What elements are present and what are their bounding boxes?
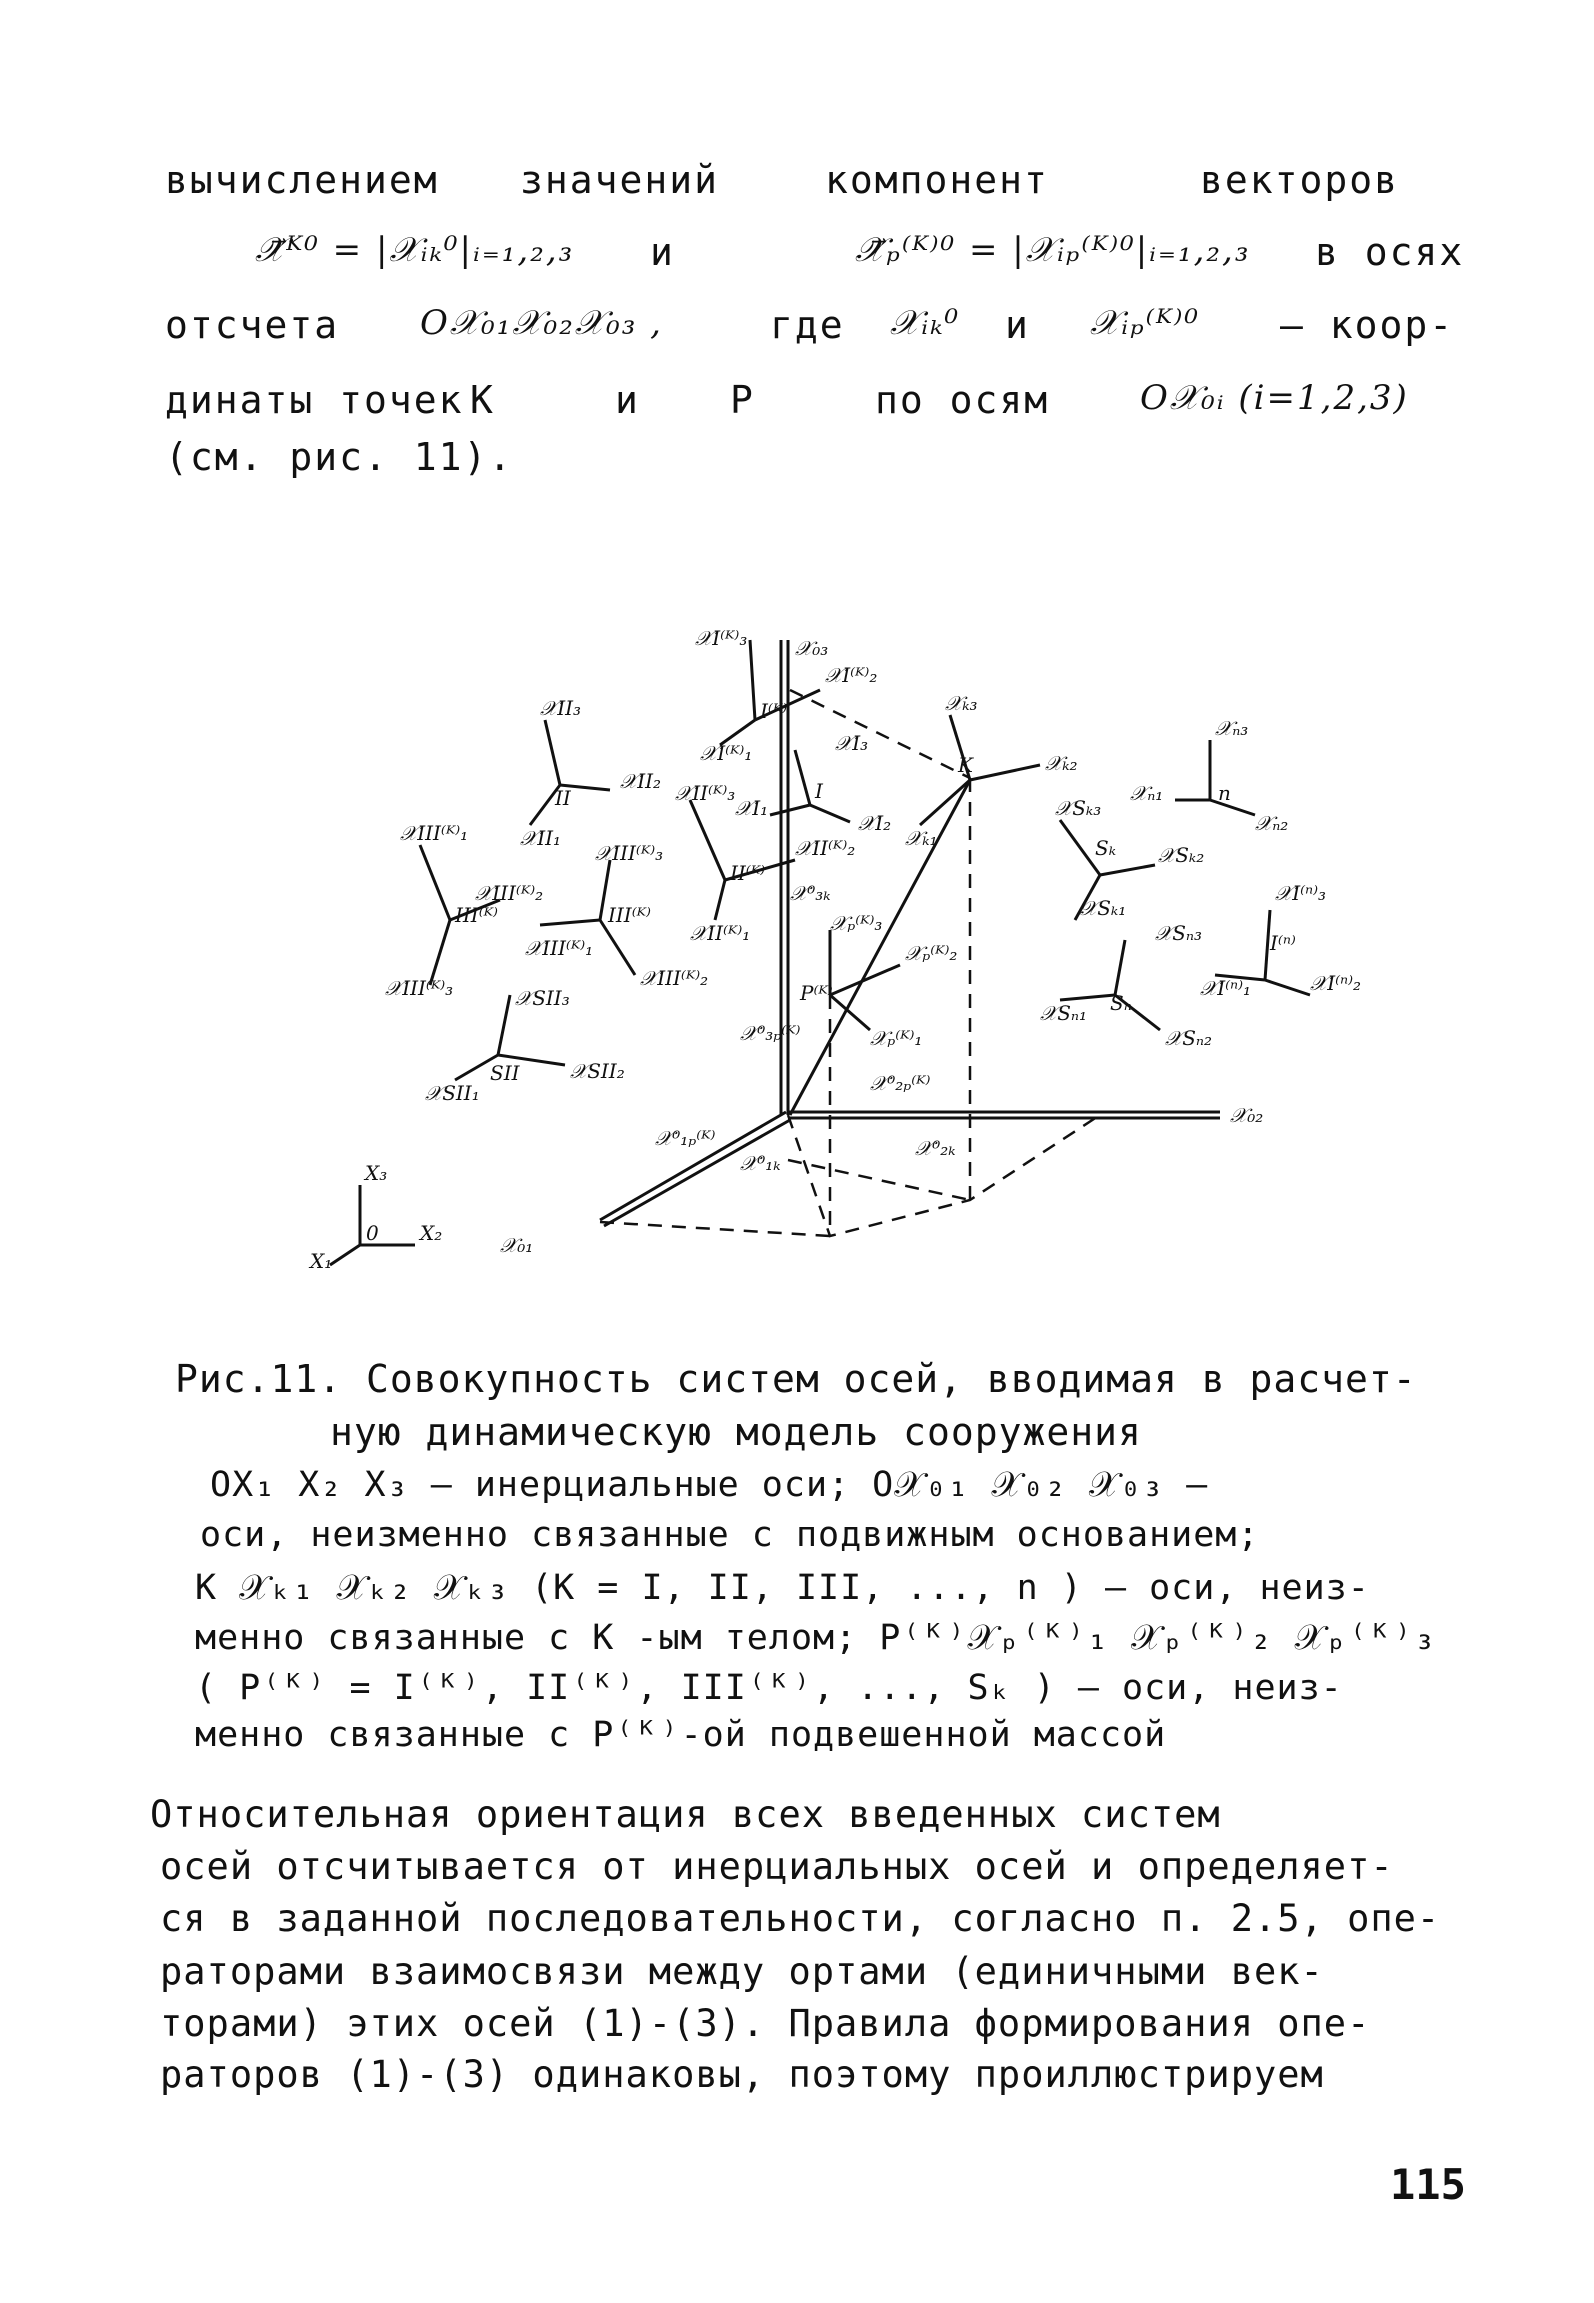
formula-xik: 𝒳ᵢₖ⁰ xyxy=(890,303,961,343)
label-xIIIk1: 𝒳III⁽ᴷ⁾₁ xyxy=(400,821,469,845)
label-xSk2: 𝒳Sₖ₂ xyxy=(1158,843,1205,867)
label-xSk3: 𝒳Sₖ₃ xyxy=(1055,796,1102,820)
label-xn1: 𝒳ₙ₁ xyxy=(1130,781,1164,805)
intro-word: – коор- xyxy=(1280,303,1455,347)
formula-xp: 𝒳⃗ₚ⁽ᴷ⁾⁰ = |𝒳ᵢₚ⁽ᴷ⁾⁰|ᵢ₌₁,₂,₃ xyxy=(855,230,1251,270)
intro-line-5: (см. рис. 11). xyxy=(165,435,514,479)
intro-word: где xyxy=(770,303,845,347)
label-In: I⁽ⁿ⁾ xyxy=(1270,931,1296,955)
formula-ox0i: O𝒳₀ᵢ (i=1,2,3) xyxy=(1140,378,1409,418)
intro-word: в осях xyxy=(1315,230,1465,274)
dashed-projection-box xyxy=(600,690,1100,1236)
label-x3k: 𝒳⁰₃ₖ xyxy=(790,881,831,905)
intro-word: компонент xyxy=(825,158,1049,202)
label-X2: X₂ xyxy=(420,1221,443,1245)
body-line-3: ся в заданной последовательности, согласно п. 2.5, опе- xyxy=(160,1897,1441,1940)
label-xpk2: 𝒳ₚ⁽ᴷ⁾₂ xyxy=(905,941,958,965)
subsystem-Sn-axes xyxy=(1040,921,1212,1050)
intro-word: векторов xyxy=(1200,158,1400,202)
label-K: K xyxy=(958,753,973,777)
label-xpk3: 𝒳ₚ⁽ᴷ⁾₃ xyxy=(830,911,883,935)
word-and: и xyxy=(615,378,640,422)
intro-word: отсчета xyxy=(165,303,340,347)
label-SK: Sₖ xyxy=(1095,836,1116,860)
label-xIk1: 𝒳I⁽ᴷ⁾₁ xyxy=(700,741,753,765)
subsystem-SII-axes xyxy=(425,986,625,1105)
formula-axes: O𝒳₀₁𝒳₀₂𝒳₀₃ , xyxy=(420,303,663,343)
label-xn2: 𝒳ₙ₂ xyxy=(1255,811,1289,835)
word-and: и xyxy=(650,230,675,274)
label-xn3: 𝒳ₙ₃ xyxy=(1215,716,1249,740)
label-IIIk: III⁽ᴷ⁾ xyxy=(455,903,498,927)
label-x01: 𝒳₀₁ xyxy=(500,1233,534,1257)
label-x2k: 𝒳⁰₂ₖ xyxy=(915,1136,956,1160)
label-xI2: 𝒳I₂ xyxy=(858,811,892,835)
legend-line-4: менно связанные с К -ым телом; Р⁽ᴷ⁾𝒳ₚ⁽ᴷ⁾₁ 𝒳ₚ⁽ᴷ⁾₂ 𝒳ₚ⁽ᴷ⁾₃ xyxy=(195,1618,1437,1658)
label-x1pk: 𝒳⁰₁ₚ⁽ᴷ⁾ xyxy=(655,1126,716,1150)
body-line-6: раторов (1)-(3) одинаковы, поэтому проиллюстрируем xyxy=(160,2053,1324,2096)
inertial-axes xyxy=(308,1161,442,1273)
label-xIIk1: 𝒳II⁽ᴷ⁾₁ xyxy=(690,921,751,945)
label-xSn3: 𝒳Sₙ₃ xyxy=(1155,921,1203,945)
label-xSk1: 𝒳Sₖ₁ xyxy=(1080,896,1127,920)
label-X3: X₃ xyxy=(365,1161,388,1185)
label-xII1: 𝒳II₁ xyxy=(520,826,562,850)
label-xIn2: 𝒳I⁽ⁿ⁾₂ xyxy=(1310,971,1362,995)
label-xIIIk2: 𝒳III⁽ᴷ⁾₂ xyxy=(475,881,544,905)
body-line-5: торами) этих осей (1)-(3). Правила формирования опе- xyxy=(160,2002,1371,2045)
legend-line-1: OX₁ X₂ X₃ – инерциальные оси; O𝒳₀₁ 𝒳₀₂ 𝒳₀₃ – xyxy=(210,1465,1209,1505)
label-IIk: II⁽ᴷ⁾ xyxy=(730,861,766,885)
label-IIIIk: III⁽ᴷ⁾ xyxy=(608,903,651,927)
word-and: и xyxy=(1005,303,1030,347)
body-I-axes xyxy=(735,731,891,835)
label-X1: X₁ xyxy=(310,1249,333,1273)
subsystem-IIIk-center-axes xyxy=(525,841,708,990)
body-k-axes xyxy=(790,691,1078,1115)
formula-xip: 𝒳ᵢₚ⁽ᴷ⁾⁰ xyxy=(1090,303,1200,343)
label-xIIk2: 𝒳II⁽ᴷ⁾₂ xyxy=(795,836,856,860)
figure-caption-line-1: Рис.11. Совокупность систем осей, вводимая в расчет- xyxy=(175,1357,1417,1401)
label-n: n xyxy=(1218,781,1231,805)
label-xSII1: 𝒳SII₁ xyxy=(425,1081,480,1105)
legend-line-2: оси, неизменно связанные с подвижным основанием; xyxy=(200,1515,1260,1555)
label-xk1: 𝒳ₖ₁ xyxy=(905,826,938,850)
point-p: Р xyxy=(730,378,755,422)
body-line-1: Относительная ориентация всех введенных систем xyxy=(150,1793,1221,1836)
label-x3pk: 𝒳⁰₃ₚ⁽ᴷ⁾ xyxy=(740,1021,801,1045)
label-xIIIa2: 𝒳III⁽ᴷ⁾₂ xyxy=(640,966,709,990)
intro-word: динаты точек xyxy=(165,378,464,422)
legend-line-6: менно связанные с Р⁽ᴷ⁾-ой подвешенной массой xyxy=(195,1715,1167,1755)
label-II: II xyxy=(555,786,571,810)
body-II-axes xyxy=(520,696,661,850)
legend-line-5: ( Р⁽ᴷ⁾ = I⁽ᴷ⁾, II⁽ᴷ⁾, III⁽ᴷ⁾, ..., Sₖ ) – оси, неиз- xyxy=(195,1668,1343,1708)
label-xSn2: 𝒳Sₙ₂ xyxy=(1165,1026,1213,1050)
intro-word: вычислением xyxy=(165,158,439,202)
intro-word: по осям xyxy=(875,378,1050,422)
label-xIk3: 𝒳I⁽ᴷ⁾₃ xyxy=(695,626,748,650)
label-SII: SII xyxy=(490,1061,520,1085)
label-xSn1: 𝒳Sₙ₁ xyxy=(1040,1001,1088,1025)
label-xIIIk3: 𝒳III⁽ᴷ⁾₃ xyxy=(385,976,454,1000)
label-xII3: 𝒳II₃ xyxy=(540,696,582,720)
label-xk3: 𝒳ₖ₃ xyxy=(945,691,978,715)
label-xIn3: 𝒳I⁽ⁿ⁾₃ xyxy=(1275,881,1327,905)
legend-line-3: К 𝒳ₖ₁ 𝒳ₖ₂ 𝒳ₖ₃ (К = I, II, III, ..., n ) – оси, неиз- xyxy=(195,1568,1370,1608)
label-xIn1: 𝒳I⁽ⁿ⁾₁ xyxy=(1200,976,1252,1000)
label-xIk2: 𝒳I⁽ᴷ⁾₂ xyxy=(825,663,878,687)
body-line-2: осей отсчитывается от инерциальных осей и определяет- xyxy=(160,1845,1394,1888)
label-xSII2: 𝒳SII₂ xyxy=(570,1059,625,1083)
figure-axes-diagram xyxy=(0,600,1594,1380)
label-xk2: 𝒳ₖ₂ xyxy=(1045,751,1078,775)
label-xI3: 𝒳I₃ xyxy=(835,731,869,755)
label-O: 0 xyxy=(366,1221,379,1245)
formula-xk: 𝒳⃗ᴷ⁰ = |𝒳ᵢₖ⁰|ᵢ₌₁,₂,₃ xyxy=(255,230,575,270)
body-n-axes xyxy=(1130,716,1288,835)
label-I: I xyxy=(815,779,823,803)
label-pk: P⁽ᴷ⁾ xyxy=(800,981,833,1005)
label-xIIIa1: 𝒳III⁽ᴷ⁾₁ xyxy=(525,936,594,960)
label-xpk1: 𝒳ₚ⁽ᴷ⁾₁ xyxy=(870,1026,923,1050)
label-x02: 𝒳₀₂ xyxy=(1230,1103,1264,1127)
label-x03: 𝒳₀₃ xyxy=(795,636,829,660)
label-x1k: 𝒳⁰₁ₖ xyxy=(740,1151,781,1175)
label-xSII3: 𝒳SII₃ xyxy=(515,986,570,1010)
label-x2pk: 𝒳⁰₂ₚ⁽ᴷ⁾ xyxy=(870,1071,931,1095)
subsystem-In-axes xyxy=(1200,881,1361,1000)
page-number: 115 xyxy=(1390,2160,1466,2209)
label-Ik: I⁽ᴷ⁾ xyxy=(760,699,788,723)
label-xII2: 𝒳II₂ xyxy=(620,769,662,793)
subsystem-Sk-axes xyxy=(1055,796,1204,920)
intro-word: значений xyxy=(520,158,720,202)
point-k: К xyxy=(470,378,495,422)
figure-caption-line-2: ную динамическую модель сооружения xyxy=(330,1410,1142,1454)
label-xIIIa3: 𝒳III⁽ᴷ⁾₃ xyxy=(595,841,664,865)
label-xIIk3: 𝒳II⁽ᴷ⁾₃ xyxy=(675,781,736,805)
label-xI1: 𝒳I₁ xyxy=(735,796,769,820)
body-line-4: раторами взаимосвязи между ортами (единичными век- xyxy=(160,1950,1324,1993)
label-Sn: Sₙ xyxy=(1110,991,1132,1015)
